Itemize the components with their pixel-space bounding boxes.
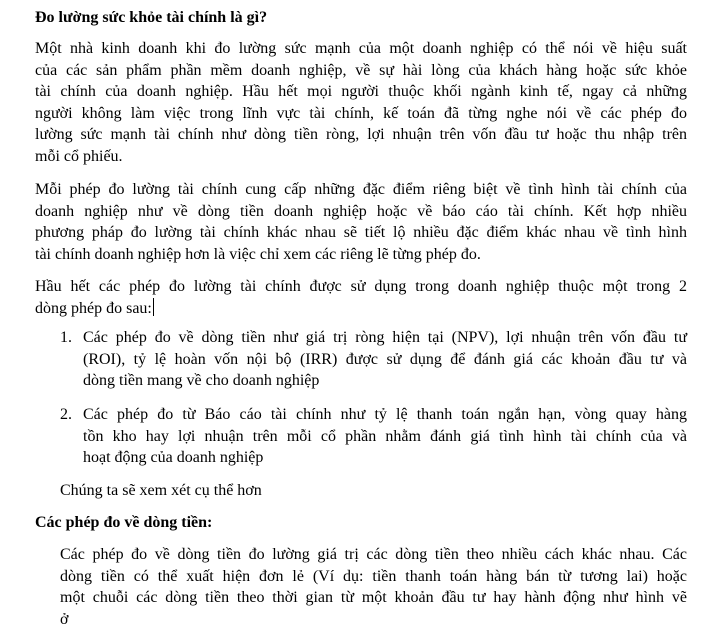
text-line: Các phép đo về dòng tiền như giá trị ròng hiện tại (NPV), lợi nhuận trên vốn đầu tư: [83, 327, 687, 349]
paragraph-intro: [35, 38, 687, 167]
text-line: dòng tiền có thể xuất hiện đơn lẻ (Ví dụ: tiền thanh toán hàng bán từ tương lai) hoặc: [60, 566, 687, 588]
text-line: ở: [60, 609, 687, 630]
text-line: phương pháp đo lường tài chính khác nhau sẽ tiết lộ nhiều đặc điểm khác nhau về tình hình: [35, 222, 687, 244]
heading-financial-health: Đo lường sức khỏe tài chính là gì?: [35, 7, 267, 29]
text-line: Các phép đo về dòng tiền đo lường giá trị các dòng tiền theo nhiều cách khác nhau. Các: [60, 544, 687, 566]
text-line: dòng phép đo sau:: [35, 298, 687, 320]
text-line: doanh nghiệp như về dòng tiền doanh nghiệp hoặc về báo cáo tài chính. Kết hợp nhiều: [35, 201, 687, 223]
list-number: 1.: [60, 327, 72, 349]
text-line: Mỗi phép đo lường tài chính cung cấp những đặc điểm riêng biệt về tình hình tài chính của: [35, 179, 687, 201]
text-line: Một nhà kinh doanh khi đo lường sức mạnh của một doanh nghiệp có thể nói về hiệu suất: [35, 38, 687, 60]
text-line: một chuỗi các dòng tiền theo thời gian từ một khoản đầu tư hay hành động như hình vẽ: [60, 587, 687, 609]
text-line: lường sức mạnh tài chính như dòng tiền ròng, lợi nhuận trên vốn đầu tư hoặc thu nhập trên: [35, 124, 687, 146]
text-line: tài chính doanh nghiệp hơn là việc chỉ xem các riêng lẽ từng phép đo.: [35, 244, 687, 266]
text-line: người không làm việc trong lĩnh vực tài chính, kế toán đã từng nghe nói về các phép đo: [35, 103, 687, 125]
text-line: tồn kho hay lợi nhuận trên mỗi cổ phần nhằm đánh giá tình hình tài chính của và: [83, 426, 687, 448]
text-line: (ROI), tỷ lệ hoàn vốn nội bộ (IRR) được sử dụng để đánh giá các khoản đầu tư và: [83, 349, 687, 371]
text-line: Hầu hết các phép đo lường tài chính được sử dụng trong doanh nghiệp thuộc một trong 2: [35, 276, 687, 298]
text-line: Các phép đo từ Báo cáo tài chính như tỷ lệ thanh toán ngắn hạn, vòng quay hàng: [83, 404, 687, 426]
text-line: Chúng ta sẽ xem xét cụ thể hơn: [60, 480, 687, 502]
paragraph-measures: [35, 179, 687, 265]
text-line: của các sản phẩm phần mềm doanh nghiệp, về sự hài lòng của khách hàng hoặc sức khỏe: [35, 60, 687, 82]
heading-cash-flow-measures: Các phép đo về dòng tiền:: [35, 512, 212, 534]
text-line: hoạt động của doanh nghiệp: [83, 447, 687, 469]
paragraph-categories: [35, 276, 687, 319]
text-cursor: [153, 298, 154, 316]
text-line: mỗi cổ phiếu.: [35, 146, 687, 168]
list-number: 2.: [60, 404, 72, 426]
text-line: tài chính của doanh nghiệp. Hầu hết mọi người thuộc khối ngành kinh tế, ngay cả những: [35, 81, 687, 103]
text-line: dòng tiền mang về cho doanh nghiệp: [83, 370, 687, 392]
paragraph-more-detail: [60, 480, 687, 502]
paragraph-cash-flow: [60, 544, 687, 630]
